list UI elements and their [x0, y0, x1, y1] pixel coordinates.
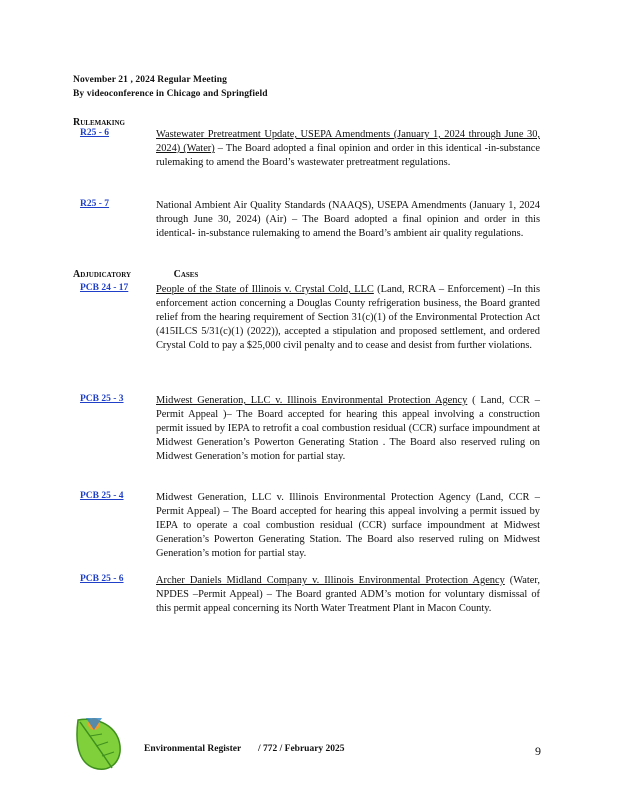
docket-link[interactable]: PCB 24 - 17: [80, 283, 129, 293]
entry-description: Midwest Generation, LLC v. Illinois Environmental Protection Agency (Land, CCR –Permit Appeal) – The Board accepted for hearing this appeal involving a permit issued by IEPA to operate a coal combustion residual (CCR) surface impoundment at Midwest Generation’s Powerton Generating Station. The Board also reserved ruling on Midwest Generation’s motion for partial stay.: [156, 492, 540, 559]
entry-description: Archer Daniels Midland Company v. Illinois Environmental Protection Agency (Water, NPDES –Permit Appeal) – The Board granted ADM’s motion for voluntary dismissal of this permit appeal concerning its North Water Treatment Plant in Macon County.: [156, 575, 540, 614]
section-adjudicatory-heading: ADJUDICATORY CASES: [73, 269, 199, 280]
docket-link[interactable]: R25 - 7: [80, 199, 110, 209]
entry-description: Wastewater Pretreatment Update, USEPA Amendments (January 1, 2024 through June 30, 2024) (Water) – The Board adopted a final opinion and order in this identical -in-substance rulemaking to amend the Board’s wastewater pretreatment regulations.: [156, 129, 541, 168]
meeting-location-line: By videoconference in Chicago and Springfield: [73, 89, 268, 99]
entry-description: Midwest Generation, LLC v. Illinois Environmental Protection Agency ( Land, CCR –Permit Appeal )– The Board accepted for hearing this appeal involving a construction permit issued by IEPA to retrofit a coal combustion residual (CCR) surface impoundment at Midwest Generation’s Powerton Generating Station . The Board also reserved ruling on Midwest Generation’s motion for partial stay.: [156, 395, 540, 462]
footer-issue: / 772 / February 2025: [258, 744, 345, 754]
section-rulemaking-heading: RULEMAKING: [73, 117, 125, 128]
page-number: 9: [535, 744, 541, 758]
meeting-date-line: November 21 , 2024 Regular Meeting: [73, 75, 227, 85]
entry-description: People of the State of Illinois v. Crystal Cold, LLC (Land, RCRA – Enforcement) –In this enforcement action concerning a Douglas County refrigeration business, the Board granted relief from the hearing requirement of Section 31(c)(1) of the Environmental Protection Act (415ILCS 5/31(c)(1) (2022)), accepted a stipulation and proposed settlement, and ordered Crystal Cold to pay a $25,000 civil penalty and to cease and desist from further violations.: [156, 284, 540, 351]
docket-link[interactable]: R25 - 6: [80, 128, 110, 138]
leaf-logo-icon: [72, 712, 124, 772]
entry-description: National Ambient Air Quality Standards (NAAQS), USEPA Amendments (January 1, 2024 through June 30, 2024) (Air) – The Board adopted a final opinion and order in this identical- in-substance rulemaking to amend the Board’s ambient air quality regulations.: [156, 200, 540, 239]
docket-link[interactable]: PCB 25 - 3: [80, 394, 124, 404]
docket-link[interactable]: PCB 25 - 6: [80, 574, 124, 584]
footer-publication: Environmental Register: [144, 744, 242, 754]
docket-link[interactable]: PCB 25 - 4: [80, 491, 124, 501]
